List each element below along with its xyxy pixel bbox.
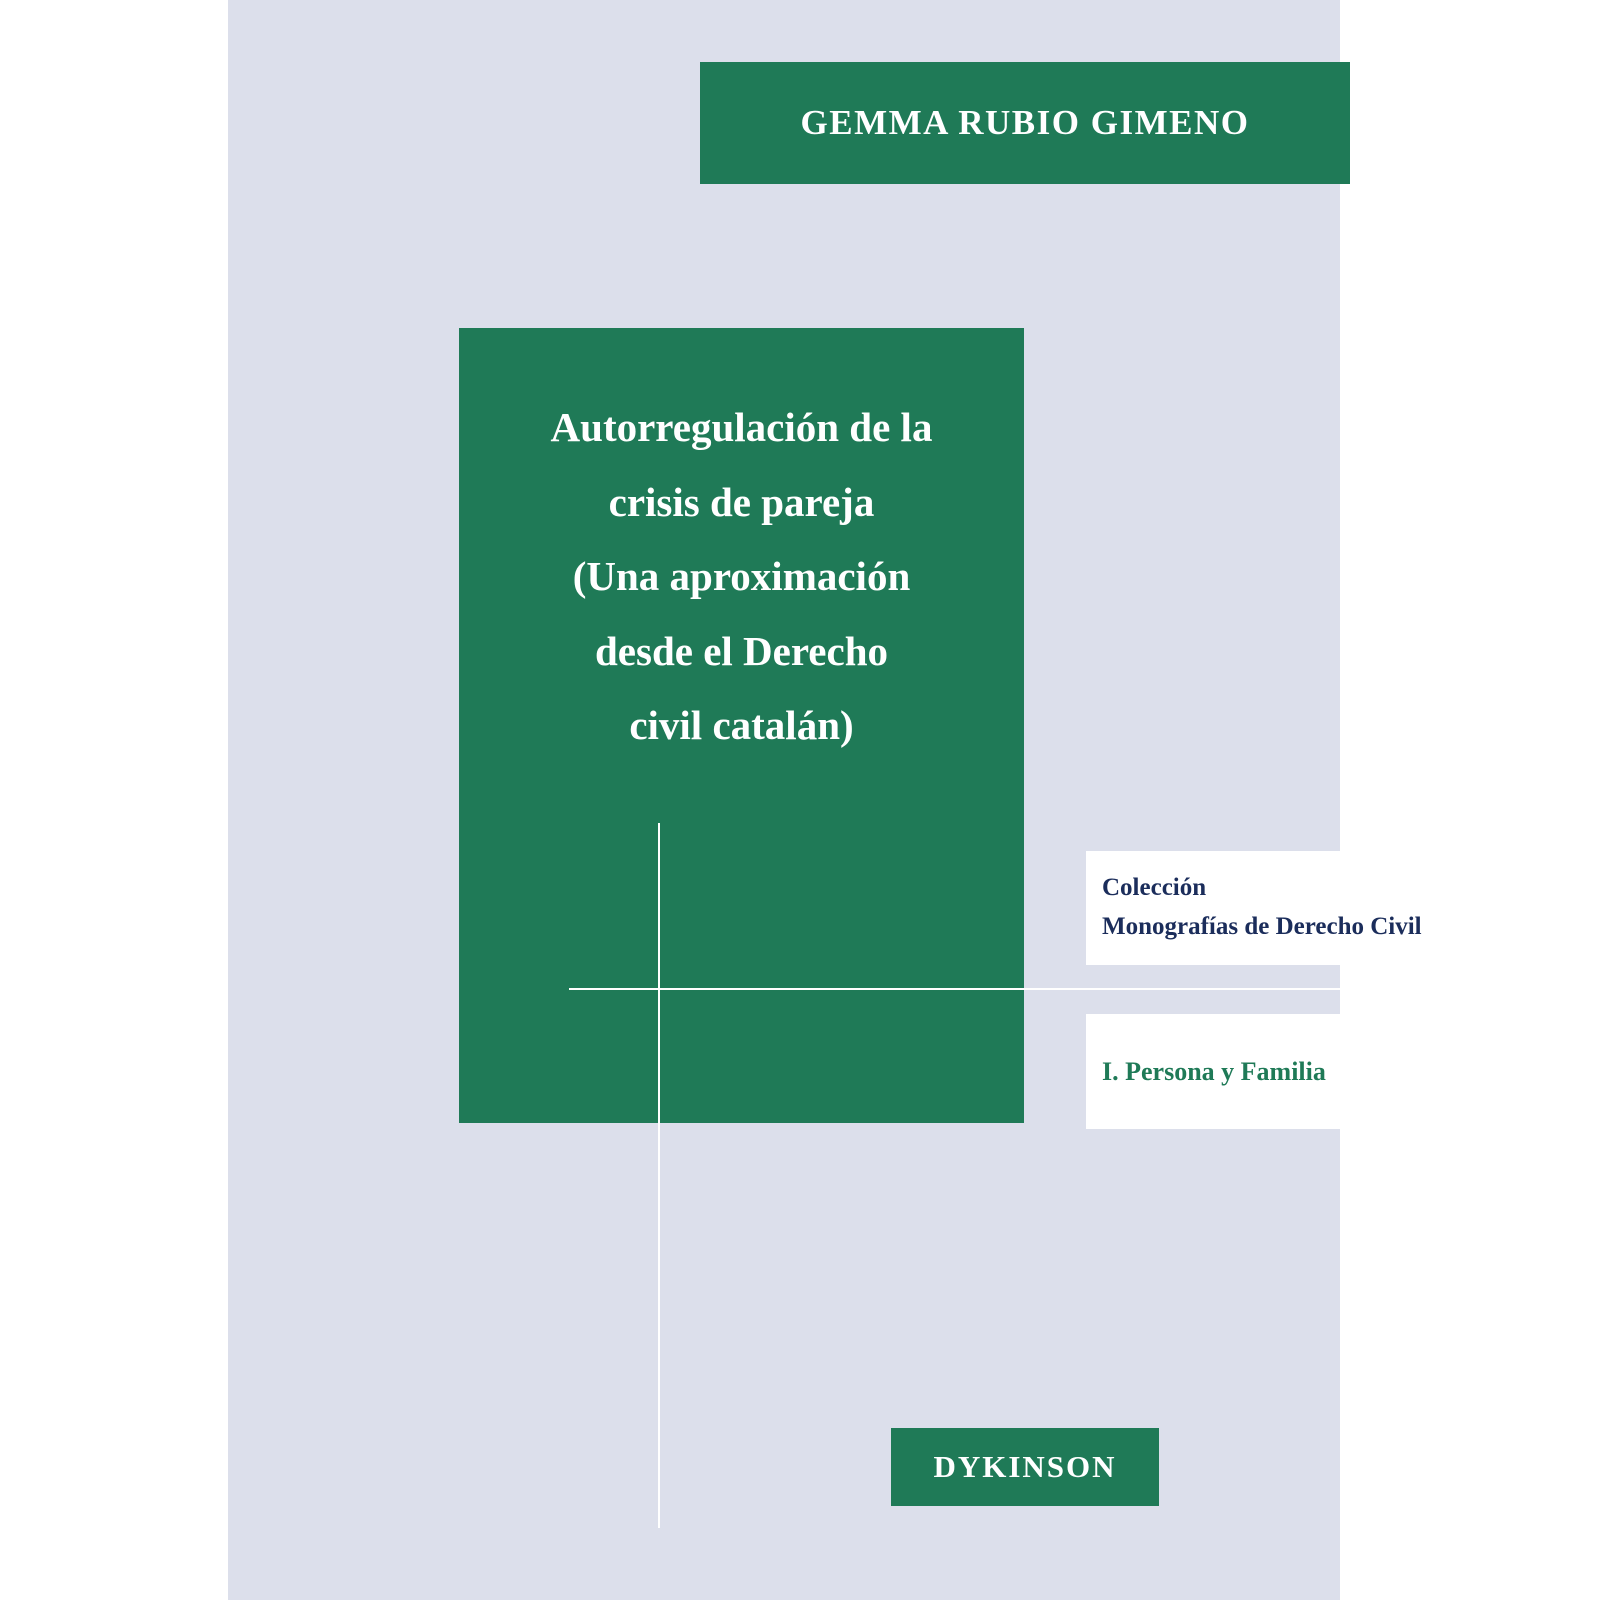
book-title [459, 390, 1024, 763]
vertical-rule [658, 823, 660, 1528]
collection-label: Colección [1102, 874, 1207, 902]
title-line: desde el Derecho [594, 627, 888, 674]
horizontal-rule [569, 988, 1521, 990]
title-line: civil catalán) [629, 702, 854, 749]
author-name: GEMMA RUBIO GIMENO [800, 103, 1250, 142]
title-block [459, 328, 1024, 1123]
book-cover [228, 0, 1422, 1600]
series-box [1086, 1014, 1523, 1129]
title-line: crisis de pareja [608, 478, 875, 525]
series-label: I. Persona y Familia [1102, 1056, 1326, 1086]
collection-box [1086, 851, 1523, 965]
collection-name: Monografías de Derecho Civil [1102, 913, 1422, 940]
publisher-band [891, 1428, 1159, 1506]
title-line: Autorregulación de la [550, 404, 933, 450]
title-line: (Una aproximación [572, 553, 911, 600]
author-band [700, 62, 1350, 184]
publisher-name: DYKINSON [933, 1449, 1117, 1484]
